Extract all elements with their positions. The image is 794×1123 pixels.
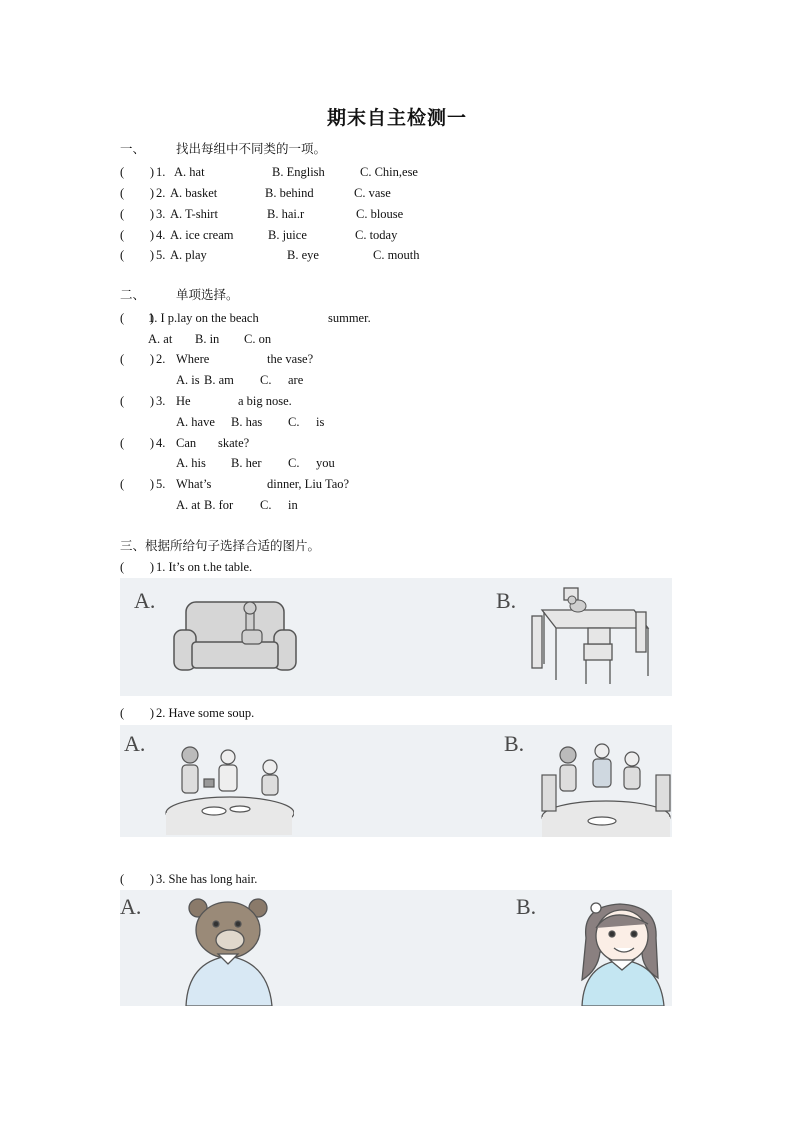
question-row xyxy=(120,559,440,575)
option-b: B. juice xyxy=(268,228,307,242)
picture-label-b: B. xyxy=(504,731,525,756)
family-eating-dinner-icon xyxy=(540,741,672,837)
picture-label-a: A. xyxy=(124,731,146,756)
option-a: A. play xyxy=(170,248,207,262)
question-row xyxy=(120,393,440,409)
option-c: C. xyxy=(260,498,272,512)
option-c-text: is xyxy=(316,415,325,429)
question-row xyxy=(120,185,440,201)
question-text: 1. It’s on t.he table. xyxy=(156,560,253,574)
question-row xyxy=(120,871,440,887)
question-number: 3. xyxy=(156,207,166,221)
options-row xyxy=(120,414,340,430)
answer-blank[interactable] xyxy=(120,476,154,492)
family-serving-soup-icon xyxy=(164,739,294,835)
question-row xyxy=(120,206,440,222)
answer-blank[interactable] xyxy=(120,227,154,243)
question-row xyxy=(120,164,440,180)
picture-label-a: A. xyxy=(120,894,142,919)
option-a: A. basket xyxy=(170,186,218,200)
picture-label-b: B. xyxy=(516,894,537,919)
answer-blank[interactable] xyxy=(120,559,154,575)
question-row xyxy=(120,227,440,243)
option-b: B. hai.r xyxy=(267,207,305,221)
section-title: 单项选择。 xyxy=(176,287,239,302)
picture-label-a: A. xyxy=(134,588,156,613)
options-row xyxy=(120,497,340,513)
question-text: Where xyxy=(176,352,210,366)
question-text: What’s xyxy=(176,477,212,491)
picture-panel-1 xyxy=(120,578,672,696)
options-row xyxy=(120,372,320,388)
section-number: 二、 xyxy=(120,287,146,302)
answer-blank[interactable] xyxy=(120,247,154,263)
section-1-heading xyxy=(120,141,326,157)
picture-panel-3 xyxy=(120,890,672,1006)
option-a: A. is xyxy=(176,373,200,387)
option-c-text: are xyxy=(288,373,304,387)
options-row xyxy=(120,455,360,471)
option-a: A. at xyxy=(148,332,173,346)
question-text-end: a big nose. xyxy=(238,394,292,408)
option-b: B. has xyxy=(231,415,263,429)
question-text-end: skate? xyxy=(218,436,250,450)
option-a: A. at xyxy=(176,498,201,512)
question-row xyxy=(120,351,440,367)
option-c: C. xyxy=(288,456,300,470)
question-text-end: summer. xyxy=(328,311,371,325)
option-c: C. on xyxy=(244,332,272,346)
answer-blank[interactable] xyxy=(120,871,154,887)
answer-blank[interactable] xyxy=(120,351,154,367)
girl-long-hair-icon xyxy=(572,898,672,1006)
page-title: 期末自主检测一 xyxy=(326,107,467,129)
option-c: C. xyxy=(260,373,272,387)
options-row xyxy=(120,331,320,347)
question-row xyxy=(120,310,440,326)
option-b: B. her xyxy=(231,456,262,470)
option-c: C. vase xyxy=(354,186,391,200)
question-number: 1. xyxy=(156,165,166,179)
question-number: 5. xyxy=(156,248,166,262)
option-b: B. English xyxy=(272,165,325,179)
answer-blank[interactable] xyxy=(120,185,154,201)
answer-blank[interactable] xyxy=(120,164,154,180)
question-number: 4. xyxy=(156,228,166,242)
question-row xyxy=(120,247,440,263)
question-text: 3. She has long hair. xyxy=(156,872,258,886)
option-b: B. behind xyxy=(265,186,314,200)
question-number: 5. xyxy=(156,477,166,491)
question-text: Can xyxy=(176,436,197,450)
question-text-end: the vase? xyxy=(267,352,314,366)
option-b: B. am xyxy=(204,373,234,387)
answer-blank[interactable] xyxy=(120,435,154,451)
question-number: 2. xyxy=(156,186,166,200)
option-c: C. xyxy=(288,415,300,429)
question-number: 4. xyxy=(156,436,166,450)
picture-panel-2 xyxy=(120,725,672,837)
question-text: 2. Have some soup. xyxy=(156,706,255,720)
question-row xyxy=(120,705,440,721)
question-row xyxy=(120,476,440,492)
option-a: A. T-shirt xyxy=(170,207,218,221)
picture-label-b: B. xyxy=(496,588,517,613)
question-number: 2. xyxy=(156,352,166,366)
section-title: 找出每组中不同类的一项。 xyxy=(176,141,327,156)
option-b: B. in xyxy=(195,332,220,346)
table-with-cat-icon xyxy=(530,584,656,688)
answer-blank[interactable] xyxy=(120,393,154,409)
section-number: 一、 xyxy=(120,141,146,156)
question-text-end: dinner, Liu Tao? xyxy=(267,477,350,491)
question-number: 3. xyxy=(156,394,166,408)
answer-blank[interactable] xyxy=(120,206,154,222)
option-c-text: in xyxy=(288,498,298,512)
sofa-with-giraffe-icon xyxy=(172,596,298,676)
question-text: 1. I p.lay on the beach xyxy=(148,311,259,325)
option-b: B. eye xyxy=(287,248,319,262)
answer-blank[interactable] xyxy=(120,705,154,721)
option-a: A. hat xyxy=(174,165,205,179)
option-a: A. his xyxy=(176,456,206,470)
question-row xyxy=(120,435,440,451)
option-c-text: you xyxy=(316,456,335,470)
option-a: A. have xyxy=(176,415,215,429)
option-c: C. today xyxy=(355,228,398,242)
option-c: C. Chin,ese xyxy=(360,165,418,179)
option-c: C. blouse xyxy=(356,207,404,221)
question-text: He xyxy=(176,394,191,408)
option-c: C. mouth xyxy=(373,248,420,262)
section-2-heading xyxy=(120,287,239,303)
bear-character-icon xyxy=(180,898,276,1006)
option-b: B. for xyxy=(204,498,234,512)
option-a: A. ice cream xyxy=(170,228,234,242)
section-3-heading: 三、根据所给句子选择合适的图片。 xyxy=(120,538,321,553)
